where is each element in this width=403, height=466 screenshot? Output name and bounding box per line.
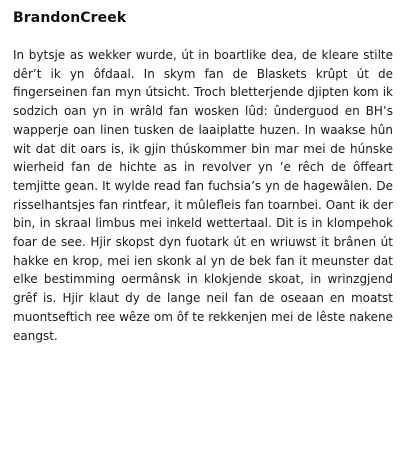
document-page	[13, 8, 393, 345]
document-title: BrandonCreek	[13, 10, 127, 26]
document-paragraph: In bytsje as wekker wurde, út in boartlike dea, de kleare stilte dêr’t ik yn ôfdaal. In skym fan de Blaskets krûpt út de fingerseinen fan myn útsicht. Troch bletterjende djipten kom ik sodzich oan yn in wrâld fan wosken lûd: ûnderguod en BH’s wapperje oan linen tusken de laaiplatte huzen. In waakse hûn wit dat dit oars is, ik gjin thúskommer bin mar mei de húnske wierheid fan de hichte as in revolver yn ’e rêch de ôffeart temjitte gean. It wylde read fan fuchsia’s yn de hagewâlen. De risselhantsjes fan rintfear, it mûlefleis fan toarnbei. Oant ik der bin, in skraal limbus mei inkeld wettertaal. Dit is in klompehok foar de see. Hjir skopst dyn fuotark út en wriuwst it brânen út hakke en krop, mei ien skonk al yn de bek fan it meunster dat elke bestimming oermânsk in klokjende skoat, in wrinzgjend grêf is. Hjir klaut dy de lange neil fan de oseaan en moatst muontseftich ree wêze om ôf te rekkenjen mei de lêste nakene eangst.	[13, 48, 393, 343]
